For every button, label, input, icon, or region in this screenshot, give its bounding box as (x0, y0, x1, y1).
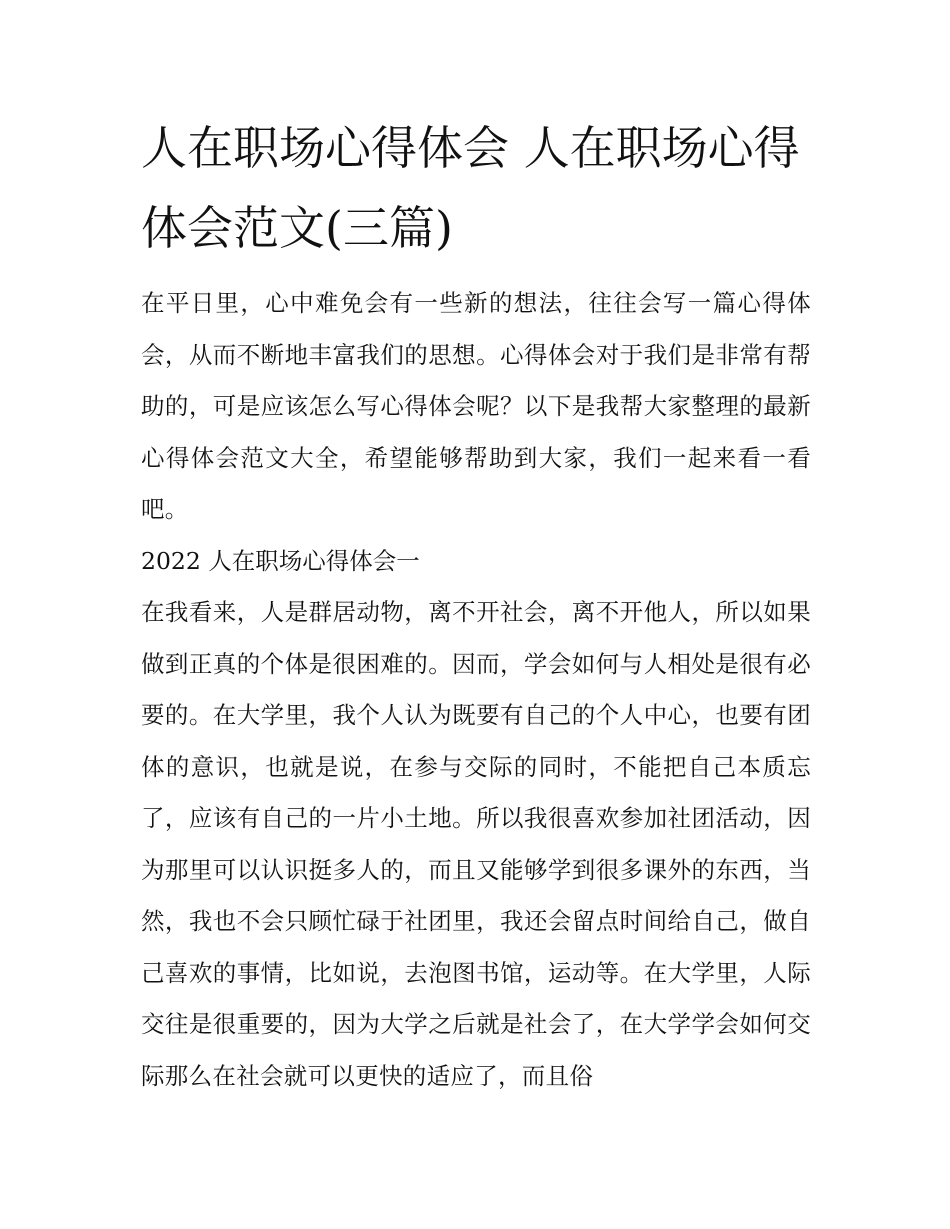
section-body-paragraph: 在我看来，人是群居动物，离不开社会，离不开他人，所以如果做到正真的个体是很困难的。因而，学会如何与人相处是很有必要的。在大学里，我个人认为既要有自己的个人中心，也要有团体的意识，也就是说，在参与交际的同时，不能把自己本质忘了，应该有自己的一片小土地。所以我很喜欢参加社团活动，因为那里可以认识挺多人的，而且又能够学到很多课外的东西，当然，我也不会只顾忙碌于社团里，我还会留点时间给自己，做自己喜欢的事情，比如说，去泡图书馆，运动等。在大学里，人际交往是很重要的，因为大学之后就是社会了，在大学学会如何交际那么在社会就可以更快的适应了，而且俗 (141, 598, 811, 1090)
intro-paragraph: 在平日里，心中难免会有一些新的想法，往往会写一篇心得体会，从而不断地丰富我们的思想。心得体会对于我们是非常有帮助的，可是应该怎么写心得体会呢？以下是我帮大家整理的最新心得体会范文大全，希望能够帮助到大家，我们一起来看一看吧。 (141, 289, 811, 523)
document-page (141, 108, 811, 1102)
section-heading: 2022 人在职场心得体会一 (141, 546, 420, 575)
document-title: 人在职场心得体会 人在职场心得体会范文(三篇) (141, 121, 800, 255)
